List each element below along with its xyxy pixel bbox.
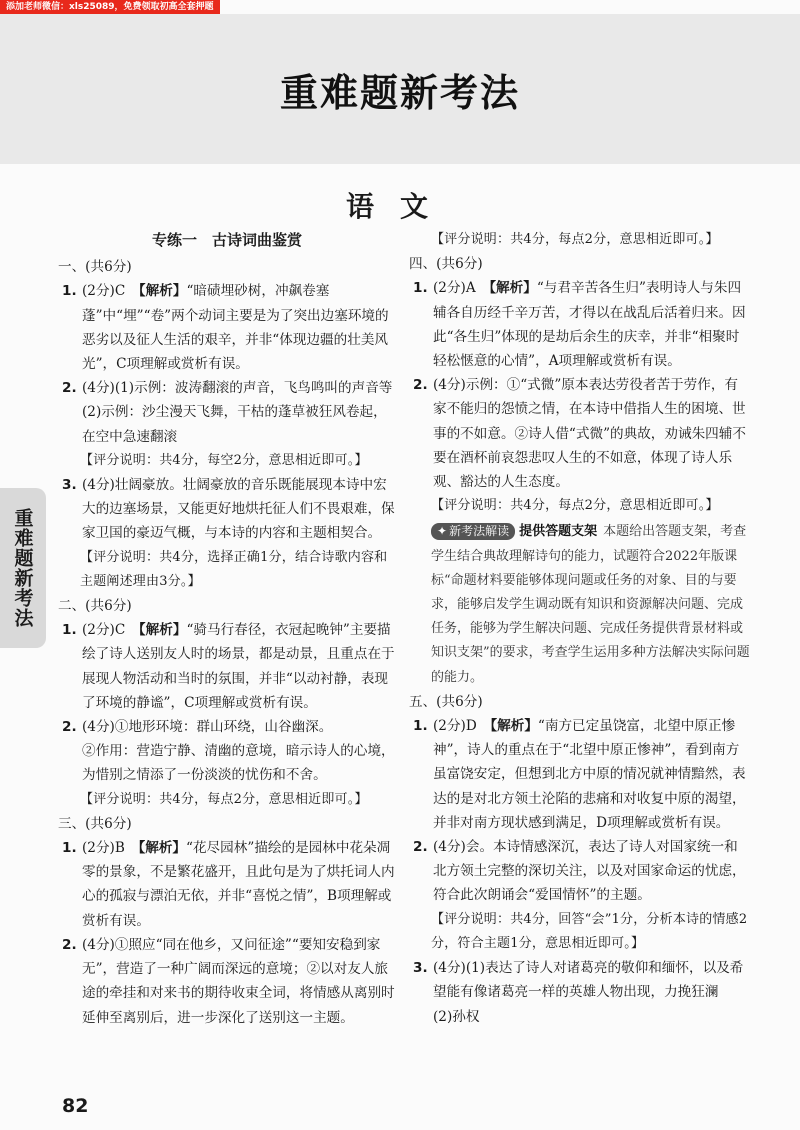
- tag-title: 提供答题支架: [519, 524, 598, 540]
- side-tab-label: 重难题新考法: [11, 508, 34, 628]
- item-text: “暗碛埋砂树，冲飙卷塞蓬”中“埋”“卷”两个动词主要是为了突出边塞环境的恶劣以及征人生活的艰辛，并非“体现边疆的壮美风光”，C项理解或赏析有误。: [82, 283, 389, 373]
- item-number: 2.: [62, 719, 77, 736]
- item-text: (4分)会。本诗情感深沉，表达了诗人对国家统一和北方领土完整的深切关注，以及对国家命运的忧虑，符合此次朗诵会“爱国情怀”的主题。: [433, 839, 746, 904]
- item-number: 3.: [62, 477, 77, 494]
- new-method-analysis: [409, 520, 751, 689]
- answer-item: [58, 715, 396, 739]
- answer-item: [58, 279, 396, 376]
- answer-item: [58, 473, 396, 546]
- item-number: 2.: [413, 377, 428, 394]
- answer-item: [58, 933, 396, 1030]
- answer-item: [409, 835, 751, 908]
- item-text: (4分)(1)表达了诗人对诸葛亮的敬仰和缅怀，以及希望能有像诸葛亮一样的英雄人物出现，力挽狂澜 (2)孙权: [433, 960, 744, 1025]
- answer-item: [58, 376, 396, 400]
- analysis-keyword: 【解析】: [489, 280, 537, 297]
- item-score: (2分)A: [433, 280, 490, 297]
- left-column: [58, 228, 396, 1030]
- score-note: 【评分说明：共4分，每点2分，意思相近即可。】: [431, 498, 719, 514]
- item-number: 1.: [413, 280, 428, 297]
- answer-item: [409, 956, 751, 1029]
- new-method-tag: [431, 523, 515, 540]
- item-score: (2分)B: [82, 840, 139, 857]
- item-number: 1.: [413, 718, 428, 735]
- item-text: “南方已定虽饶富，北望中原正惨神”，诗人的重点在于“北望中原正惨神”，看到南方虽富饶安定，但想到北方中原的情况就神情黯然，表达的是对北方领土沦陷的悲痛和对收复中原的渴望，并非对南方现状感到满足，D项理解或赏析有误。: [433, 718, 746, 831]
- score-note: 【评分说明：共4分，每点2分，意思相近即可。】: [431, 232, 719, 247]
- item-text: (4分)①照应“同在他乡，又问征途”“要知安稳到家无”，营造了一种广阔而深远的意境；②以对友人旅途的牵挂和对来书的期待收束全词，将情感从离别时延伸至离别后，进一步深化了送别这一主题。: [82, 936, 395, 1026]
- item-number: 3.: [413, 960, 428, 977]
- item-text: (4分)①地形环境：群山环绕，山谷幽深。: [82, 719, 333, 736]
- section-label: 四、(共6分): [409, 256, 483, 273]
- answer-item: [58, 618, 396, 715]
- page-number: 82: [62, 1095, 89, 1117]
- answer-item: [409, 276, 751, 373]
- item-text: (4分)示例：①“式微”原本表达劳役者苦于劳作，有家不能归的怨愤之情，在本诗中借指人生的困境、世事的不如意。②诗人借“式微”的典故，劝诫朱四辅不要在酒杯前哀怨悲叹人生的不如意，体现了诗人乐观、豁达的人生态度。: [433, 377, 746, 491]
- analysis-text: 本题给出答题支架，考查学生结合典故理解诗句的能力，试题符合2022年版课标“命题材料要能够体现问题或任务的对象、目的与要求，能够启发学生调动既有知识和资源解决问题、完成任务，能够为学生解决问题、完成任务提供背景材料或知识支架”的要求，考查学生运用多种方法解决实际问题的能力。: [431, 524, 750, 685]
- score-note: 【评分说明：共4分，每空2分，意思相近即可。】: [80, 452, 368, 468]
- item-score: (2分)D: [433, 718, 491, 735]
- item-number: 1.: [62, 283, 77, 300]
- item-subtext: ②作用：营造宁静、清幽的意境，暗示诗人的心境，为惜别之情添了一份淡淡的忧伤和不舍。: [82, 743, 395, 784]
- item-text: “骑马行春径，衣冠起晚钟”主要描绘了诗人送别友人时的场景，都是动景，且重点在于展现人物活动和当时的氛围，并非“以动衬静，表现了环境的静谧”，C项理解或赏析有误。: [82, 622, 395, 711]
- analysis-keyword: 【解析】: [490, 718, 538, 735]
- answer-item: [409, 714, 751, 835]
- analysis-keyword: 【解析】: [138, 840, 187, 857]
- item-text: (4分)(1)示例：波涛翻滚的声音，飞鸟鸣叫的声音等: [82, 380, 393, 397]
- item-text: “花尽园林”描绘的是园林中花朵凋零的景象，不是繁花盛开，且此句是为了烘托词人内心的孤寂与漂泊无依，并非“喜悦之情”，B项理解或赏析有误。: [82, 840, 395, 929]
- score-note: 【评分说明：共4分，回答“会”1分，分析本诗的情感2分，符合主题1分，意思相近即可。】: [431, 911, 748, 951]
- analysis-keyword: 【解析】: [138, 283, 187, 300]
- analysis-keyword: 【解析】: [138, 622, 187, 639]
- section-label: 五、(共6分): [409, 693, 483, 710]
- page-banner-title: 重难题新考法: [279, 70, 520, 115]
- answer-item: [409, 373, 751, 494]
- subject-title: 语文: [345, 190, 454, 223]
- item-number: 2.: [62, 380, 77, 397]
- watermark-banner: 添加老师微信：xls25089，免费领取初高全套押题: [0, 0, 220, 14]
- item-score: (2分)C: [82, 283, 139, 300]
- score-note: 【评分说明：共4分，选择正确1分，结合诗歌内容和主题阐述理由3分。】: [80, 549, 388, 589]
- item-text: (4分)壮阔豪放。壮阔豪放的音乐既能展现本诗中宏大的边塞场景，又能更好地烘托征人们不畏艰难，保家卫国的豪迈气概，与本诗的内容和主题相契合。: [82, 477, 395, 542]
- section-label: 三、(共6分): [58, 815, 132, 832]
- right-column: [409, 228, 751, 1029]
- section-label: 二、(共6分): [58, 598, 132, 615]
- item-number: 1.: [62, 622, 77, 639]
- item-number: 2.: [62, 936, 77, 953]
- score-note: 【评分说明：共4分，每点2分，意思相近即可。】: [80, 791, 368, 807]
- item-score: (2分)C: [82, 622, 139, 639]
- item-subtext: (2)示例：沙尘漫天飞舞，干枯的蓬草被狂风卷起，在空中急速翻滚: [82, 404, 387, 445]
- side-tab: [0, 488, 46, 648]
- item-number: 2.: [413, 839, 428, 856]
- section-label: 一、(共6分): [58, 259, 132, 276]
- answer-item: [58, 836, 396, 933]
- section-heading: 专练一 古诗词曲鉴赏: [151, 231, 302, 249]
- item-text: “与君辛苦各生归”表明诗人与朱四辅各自历经千辛万苦，才得以在战乱后活着归来。因此“各生归”体现的是劫后余生的庆幸，并非“相聚时轻松惬意的心情”，A项理解或赏析有误。: [433, 280, 746, 370]
- lightbulb-icon: ✦: [437, 524, 448, 539]
- tag-label: 新考法解读: [449, 524, 510, 539]
- item-number: 1.: [62, 840, 77, 857]
